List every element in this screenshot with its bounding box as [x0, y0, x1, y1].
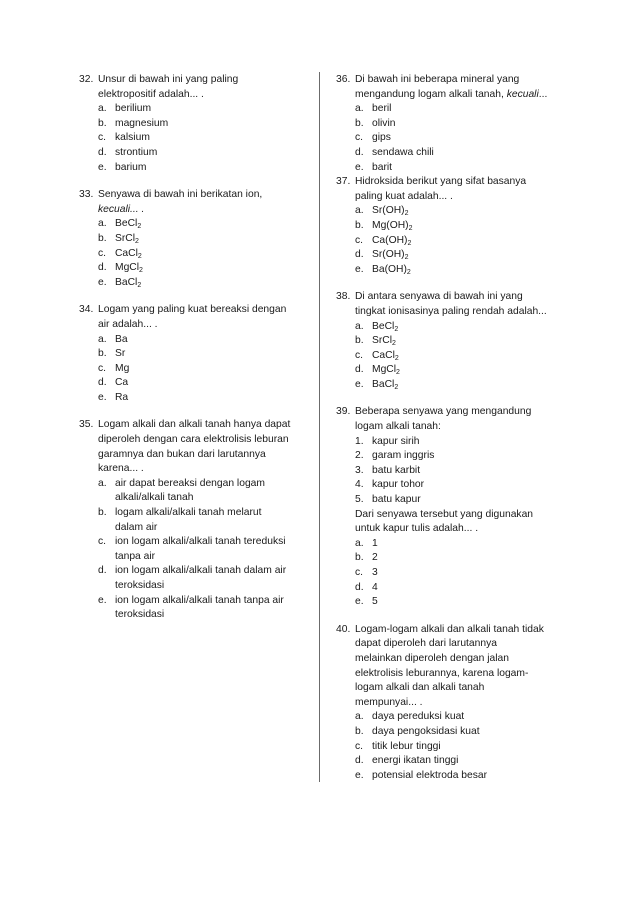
question-text: karena... .	[98, 463, 144, 475]
question-35	[79, 418, 307, 622]
option-d: d. ion logam alkali/alkali tanah dalam air	[98, 565, 287, 577]
option-b: b. $Mg(OH)_2$	[355, 219, 413, 232]
option-e: e. BaCl$_2$	[98, 276, 142, 289]
list-item-5: 5. batu kapur	[355, 494, 421, 506]
left-column	[79, 73, 307, 623]
list-item-2: 2. garam inggris	[355, 450, 435, 462]
question-number: 38.	[336, 291, 351, 303]
option-c: c. kalsium	[98, 132, 150, 144]
option-a: a. BeCl$_2$	[98, 218, 142, 231]
option-b: b. SrCl$_2$	[98, 232, 139, 245]
question-33	[79, 188, 307, 290]
option-a: a. $Sr(OH)_2$	[355, 205, 409, 218]
option-c: c. ion logam alkali/alkali tanah tereduksi	[98, 536, 286, 548]
option-a: a. BeCl$_2$	[355, 320, 399, 333]
option-b: b. Sr	[98, 348, 126, 360]
option-e: e. ion logam alkali/alkali tanah tanpa air	[98, 594, 284, 606]
question-text: untuk kapur tulis adalah... .	[355, 523, 479, 535]
list-item-4: 4. kapur tohor	[355, 479, 425, 491]
question-text: Senyawa di bawah ini berikatan ion,	[98, 189, 263, 201]
option-a: a. beril	[355, 103, 392, 115]
question-text: logam alkali tanah:	[355, 421, 441, 433]
question-text: mengandung logam alkali tanah, kecuali...	[355, 88, 548, 100]
option-b: b. olivin	[355, 117, 396, 129]
question-text: dapat diperoleh dari larutannya	[355, 638, 497, 650]
question-text: tingkat ionisasinya paling rendah adalah...	[355, 305, 547, 317]
option-e: e. barium	[98, 161, 147, 173]
question-text: Logam yang paling kuat bereaksi dengan	[98, 304, 287, 316]
question-text: diperoleh dengan cara elektrolisis leburan	[98, 434, 289, 446]
question-number: 35.	[79, 419, 94, 431]
option-c: c. titik lebur tinggi	[355, 740, 441, 752]
option-c: c. Mg	[98, 362, 130, 374]
question-text: Di antara senyawa di bawah ini yang	[355, 291, 523, 303]
option-b: b. daya pengoksidasi kuat	[355, 725, 480, 737]
question-text: Di bawah ini beberapa mineral yang	[355, 74, 520, 85]
option-d: d. MgCl$_2$	[355, 364, 400, 377]
option-d-cont: teroksidasi	[115, 580, 165, 591]
option-d: d. MgCl$_2$	[98, 262, 143, 275]
question-text: air adalah... .	[98, 318, 158, 330]
option-d: d. energi ikatan tinggi	[355, 755, 459, 767]
question-37	[336, 175, 566, 277]
option-a-cont: alkali/alkali tanah	[115, 492, 194, 504]
column-divider	[319, 72, 320, 782]
question-text: logam alkali dan alkali tanah	[355, 682, 485, 694]
option-d: d. $Sr(OH)_2$	[355, 249, 409, 262]
option-c-cont: tanpa air	[115, 550, 156, 562]
question-text: melainkan diperoleh dengan jalan	[355, 652, 509, 664]
question-text: Dari senyawa tersebut yang digunakan	[355, 508, 534, 520]
option-d: d. Ca	[98, 377, 129, 389]
option-b-cont: dalam air	[115, 521, 158, 533]
option-b: b. 2	[355, 552, 378, 564]
option-a: a. air dapat bereaksi dengan logam	[98, 477, 265, 489]
option-b: b. logam alkali/alkali tanah melarut	[98, 507, 262, 519]
option-c: c. CaCl$_2$	[355, 349, 399, 362]
question-number: 40.	[336, 623, 351, 635]
question-text: paling kuat adalah... .	[355, 190, 453, 202]
option-e: e. BaCl$_2$	[355, 378, 399, 391]
question-39	[336, 405, 566, 609]
question-number: 39.	[336, 406, 351, 418]
option-e: e. potensial elektroda besar	[355, 769, 488, 781]
question-36	[336, 73, 566, 175]
question-text-italic: kecuali... .	[98, 203, 145, 215]
option-e: e. barit	[355, 161, 393, 173]
option-e-cont: teroksidasi	[115, 609, 165, 621]
question-number: 37.	[336, 176, 351, 188]
question-text: garamnya dan bukan dari larutannya	[98, 448, 266, 460]
option-b: b. SrCl$_2$	[355, 335, 396, 348]
option-e: e. 5	[355, 596, 378, 608]
option-b: b. magnesium	[98, 117, 169, 129]
option-d: d. strontium	[98, 146, 158, 158]
question-text: Hidroksida berikut yang sifat basanya	[355, 176, 527, 188]
question-38	[336, 290, 566, 392]
option-e: e. Ra	[98, 391, 129, 403]
question-number: 33.	[79, 189, 94, 201]
question-number: 34.	[79, 304, 94, 316]
question-text: Logam-logam alkali dan alkali tanah tidak	[355, 623, 544, 635]
list-item-1: 1. kapur sirih	[355, 435, 420, 447]
option-c: c. 3	[355, 567, 378, 578]
option-a: a. berilium	[98, 103, 152, 115]
option-d: d. 4	[355, 581, 378, 593]
option-a: a. daya pereduksi kuat	[355, 711, 465, 723]
question-text: Unsur di bawah ini yang paling	[98, 74, 239, 85]
option-a: a. 1	[355, 537, 378, 549]
question-number: 32.	[79, 74, 94, 85]
question-text: Beberapa senyawa yang mengandung	[355, 406, 532, 418]
question-text: mempunyai... .	[355, 696, 423, 708]
question-34	[79, 303, 307, 405]
option-c: c. $Ca(OH)_2$	[355, 234, 412, 247]
question-text: Logam alkali dan alkali tanah hanya dapat	[98, 419, 291, 431]
question-text: elektropositif adalah... .	[98, 88, 204, 100]
question-32	[79, 73, 307, 175]
question-text: elektrolisis leburannya, karena logam-	[355, 667, 529, 679]
right-column	[336, 73, 566, 783]
list-item-3: 3. batu karbit	[355, 464, 421, 476]
option-c: c. gips	[355, 132, 391, 144]
option-d: d. sendawa chili	[355, 146, 434, 158]
question-number: 36.	[336, 74, 351, 85]
question-40	[336, 623, 566, 784]
option-c: c. CaCl$_2$	[98, 247, 142, 260]
option-e: e. $Ba(OH)_2$	[355, 263, 411, 276]
option-a: a. Ba	[98, 333, 128, 345]
